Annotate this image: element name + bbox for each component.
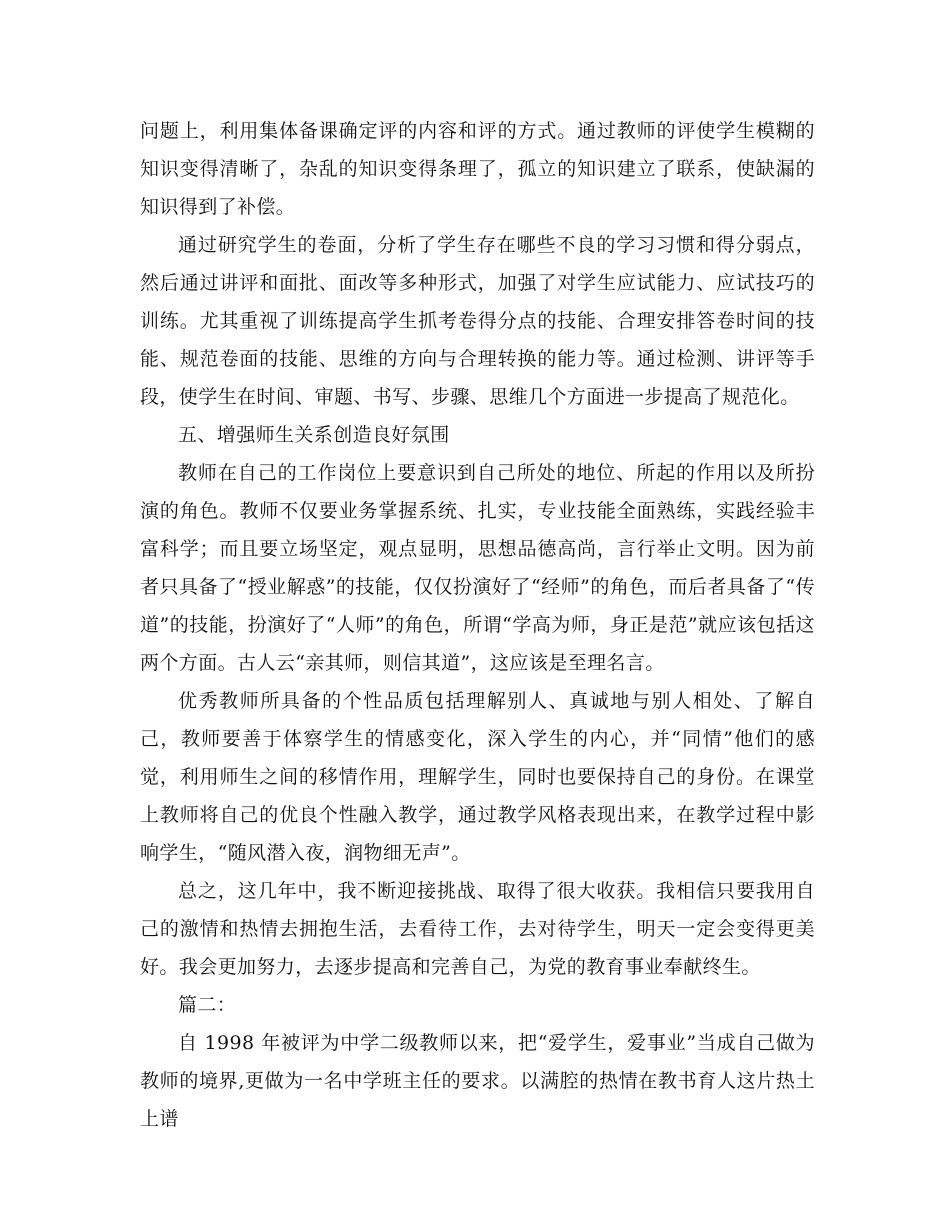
paragraph-part-two-intro: 自 1998 年被评为中学二级教师以来，把“爱学生，爱事业”当成自己做为教师的境界,更做为一名中学班主任的要求。以满腔的热情在教书育人这片热土上谱	[140, 1032, 815, 1130]
paragraph-exam-analysis: 通过研究学生的卷面，分析了学生存在哪些不良的学习习惯和得分弱点，然后通过讲评和面批、面改等多种形式，加强了对学生应试能力、应试技巧的训练。尤其重视了训练提高学生抓考卷得分点的技能、合理安排答卷时间的技能、规范卷面的技能、思维的方向与合理转换的能力等。通过检测、讲评等手段，使学生在时间、审题、书写、步骤、思维几个方面进一步提高了规范化。	[140, 234, 815, 408]
section-heading-part-two: 篇二：	[178, 994, 237, 1016]
paragraph-teacher-qualities: 优秀教师所具备的个性品质包括理解别人、真诚地与别人相处、了解自己，教师要善于体察学生的情感变化，深入学生的内心，并“同情”他们的感觉，利用师生之间的移情作用，理解学生，同时也要保持自己的身份。在课堂上教师将自己的优良个性融入教学，通过教学风格表现出来，在教学过程中影响学生，“随风潜入夜，润物细无声”。	[140, 690, 815, 864]
section-heading-teacher-student-relations: 五、增强师生关系创造良好氛围	[178, 424, 450, 446]
paragraph-conclusion: 总之，这几年中，我不断迎接挑战、取得了很大收获。我相信只要我用自己的激情和热情去拥抱生活，去看待工作，去对待学生，明天一定会变得更美好。我会更加努力，去逐步提高和完善自己，为党的教育事业奉献终生。	[140, 880, 815, 978]
paragraph-teacher-role: 教师在自己的工作岗位上要意识到自己所处的地位、所起的作用以及所扮演的角色。教师不仅要业务掌握系统、扎实，专业技能全面熟练，实践经验丰富科学；而且要立场坚定，观点显明，思想品德高尚，言行举止文明。因为前者只具备了“授业解惑”的技能，仅仅扮演好了“经师”的角色，而后者具备了“传道”的技能，扮演好了“人师”的角色，所谓“学高为师，身正是范”就应该包括这两个方面。古人云“亲其师，则信其道”，这应该是至理名言。	[140, 462, 815, 674]
paragraph-continuation: 问题上，利用集体备课确定评的内容和评的方式。通过教师的评使学生模糊的知识变得清晰了，杂乱的知识变得条理了，孤立的知识建立了联系，使缺漏的知识得到了补偿。	[140, 120, 815, 218]
document-body	[140, 112, 815, 1138]
